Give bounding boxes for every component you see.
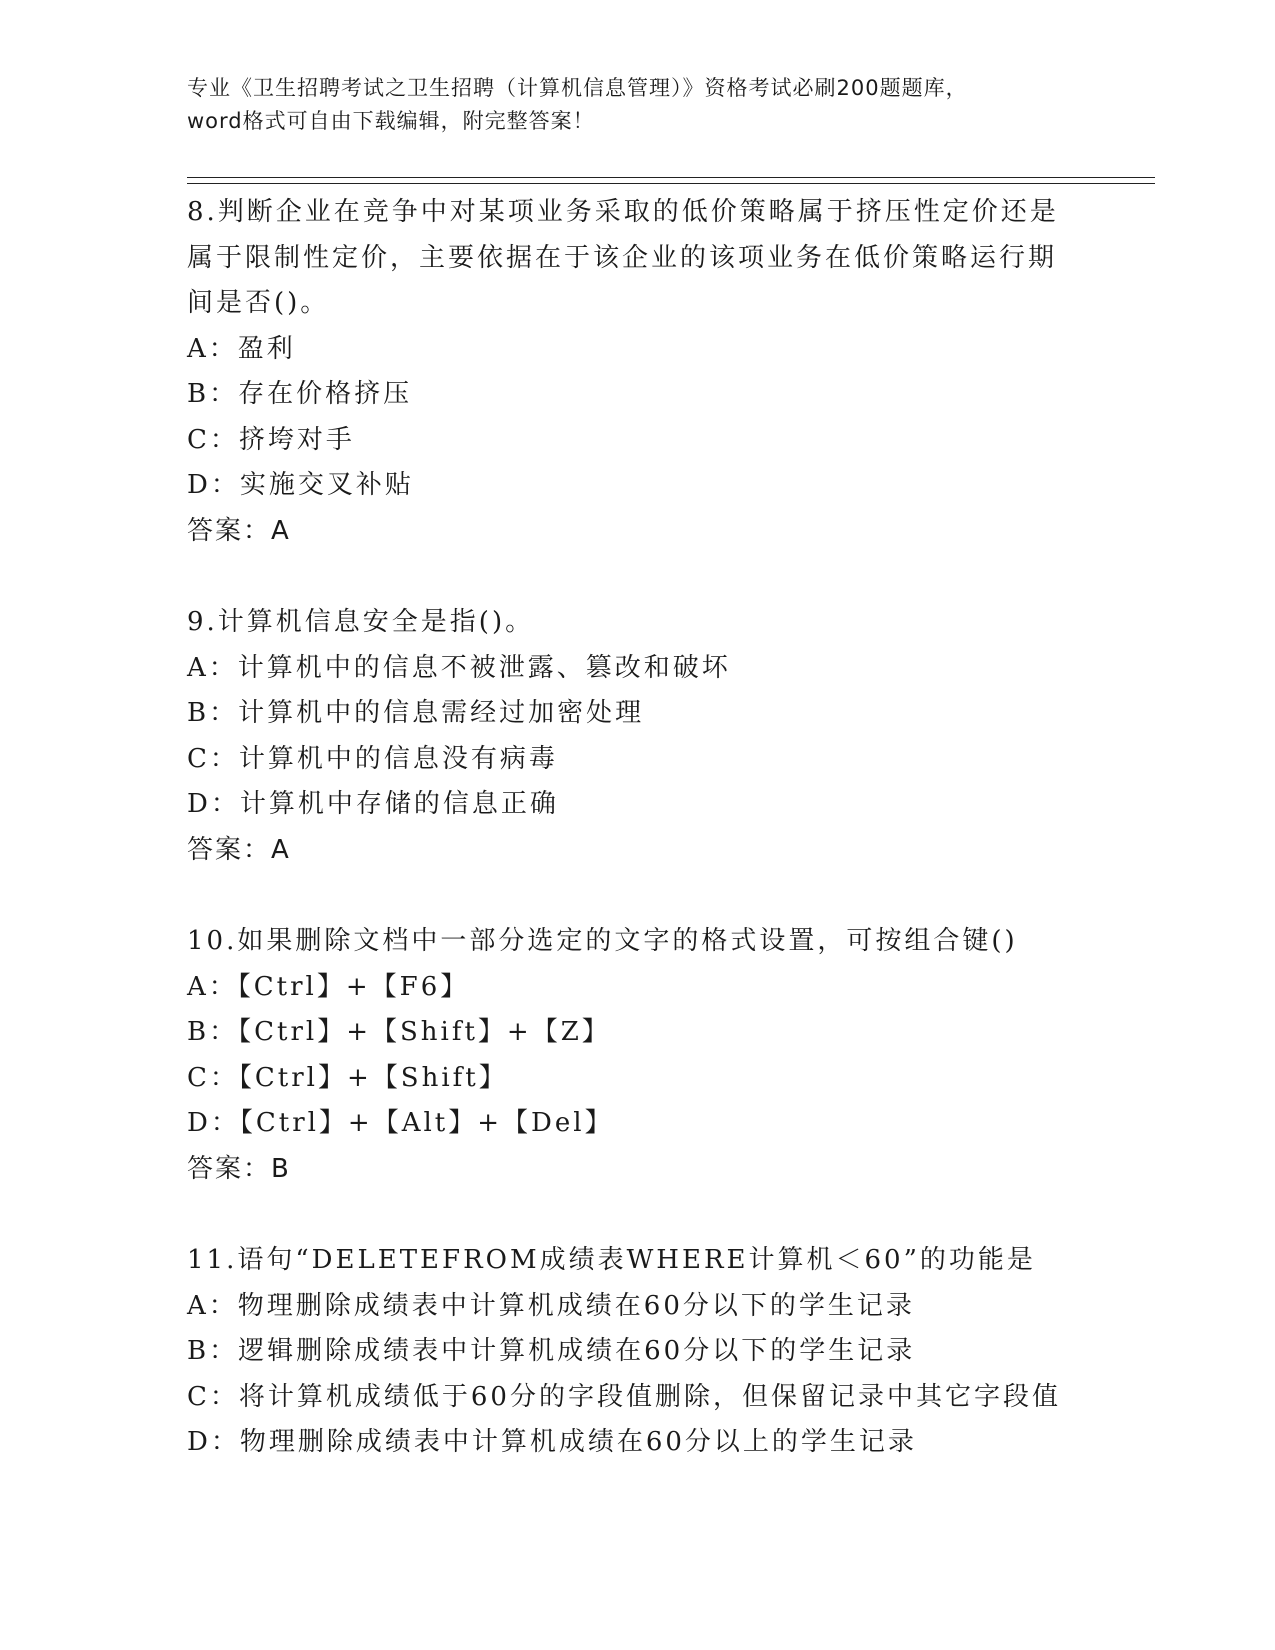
option-a: A：物理删除成绩表中计算机成绩在60分以下的学生记录 xyxy=(187,1290,915,1321)
answer-label: 答案：B xyxy=(187,1153,291,1184)
document-header xyxy=(187,72,1087,138)
answer-label: 答案：A xyxy=(187,834,291,865)
header-line-1: 专业《卫生招聘考试之卫生招聘（计算机信息管理）》资格考试必刷200题题库， xyxy=(187,76,968,100)
option-c: C：计算机中的信息没有病毒 xyxy=(187,743,558,774)
option-d: D：【Ctrl】+【Alt】+【Del】 xyxy=(187,1108,614,1138)
question-list xyxy=(187,190,1087,1466)
question-stem: 11.语句“DELETEFROM成绩表WHERE计算机＜60”的功能是 xyxy=(187,1245,1036,1275)
option-c: C：【Ctrl】+【Shift】 xyxy=(187,1062,508,1093)
question-block xyxy=(187,190,1087,554)
option-c: C：挤垮对手 xyxy=(187,424,355,455)
question-block xyxy=(187,919,1087,1192)
option-b: B：计算机中的信息需经过加密处理 xyxy=(187,698,645,728)
option-b: B：逻辑删除成绩表中计算机成绩在60分以下的学生记录 xyxy=(187,1336,916,1366)
answer-label: 答案：A xyxy=(187,515,291,546)
question-stem: 10.如果删除文档中一部分选定的文字的格式设置，可按组合键() xyxy=(187,926,1018,956)
option-b: B：【Ctrl】+【Shift】+【Z】 xyxy=(187,1017,611,1047)
option-d: D：实施交叉补贴 xyxy=(187,470,414,500)
option-d: D：物理删除成绩表中计算机成绩在60分以上的学生记录 xyxy=(187,1427,917,1457)
header-line-2: word格式可自由下载编辑，附完整答案！ xyxy=(187,109,595,133)
option-d: D：计算机中存储的信息正确 xyxy=(187,789,559,819)
question-stem: 8.判断企业在竞争中对某项业务采取的低价策略属于挤压性定价还是 xyxy=(187,197,1059,227)
option-a: A：盈利 xyxy=(187,333,296,364)
header-divider-top xyxy=(187,177,1155,178)
option-a: A：计算机中的信息不被泄露、篡改和破坏 xyxy=(187,652,731,683)
question-stem: 属于限制性定价，主要依据在于该企业的该项业务在低价策略运行期 xyxy=(187,242,1058,273)
option-b: B：存在价格挤压 xyxy=(187,379,413,409)
question-stem: 9.计算机信息安全是指()。 xyxy=(187,607,535,637)
question-block xyxy=(187,600,1087,873)
option-a: A：【Ctrl】+【F6】 xyxy=(187,971,470,1002)
option-c: C：将计算机成绩低于60分的字段值删除，但保留记录中其它字段值 xyxy=(187,1381,1061,1412)
question-block xyxy=(187,1238,1087,1466)
question-stem: 间是否()。 xyxy=(187,288,330,318)
header-divider-bottom xyxy=(187,183,1155,184)
